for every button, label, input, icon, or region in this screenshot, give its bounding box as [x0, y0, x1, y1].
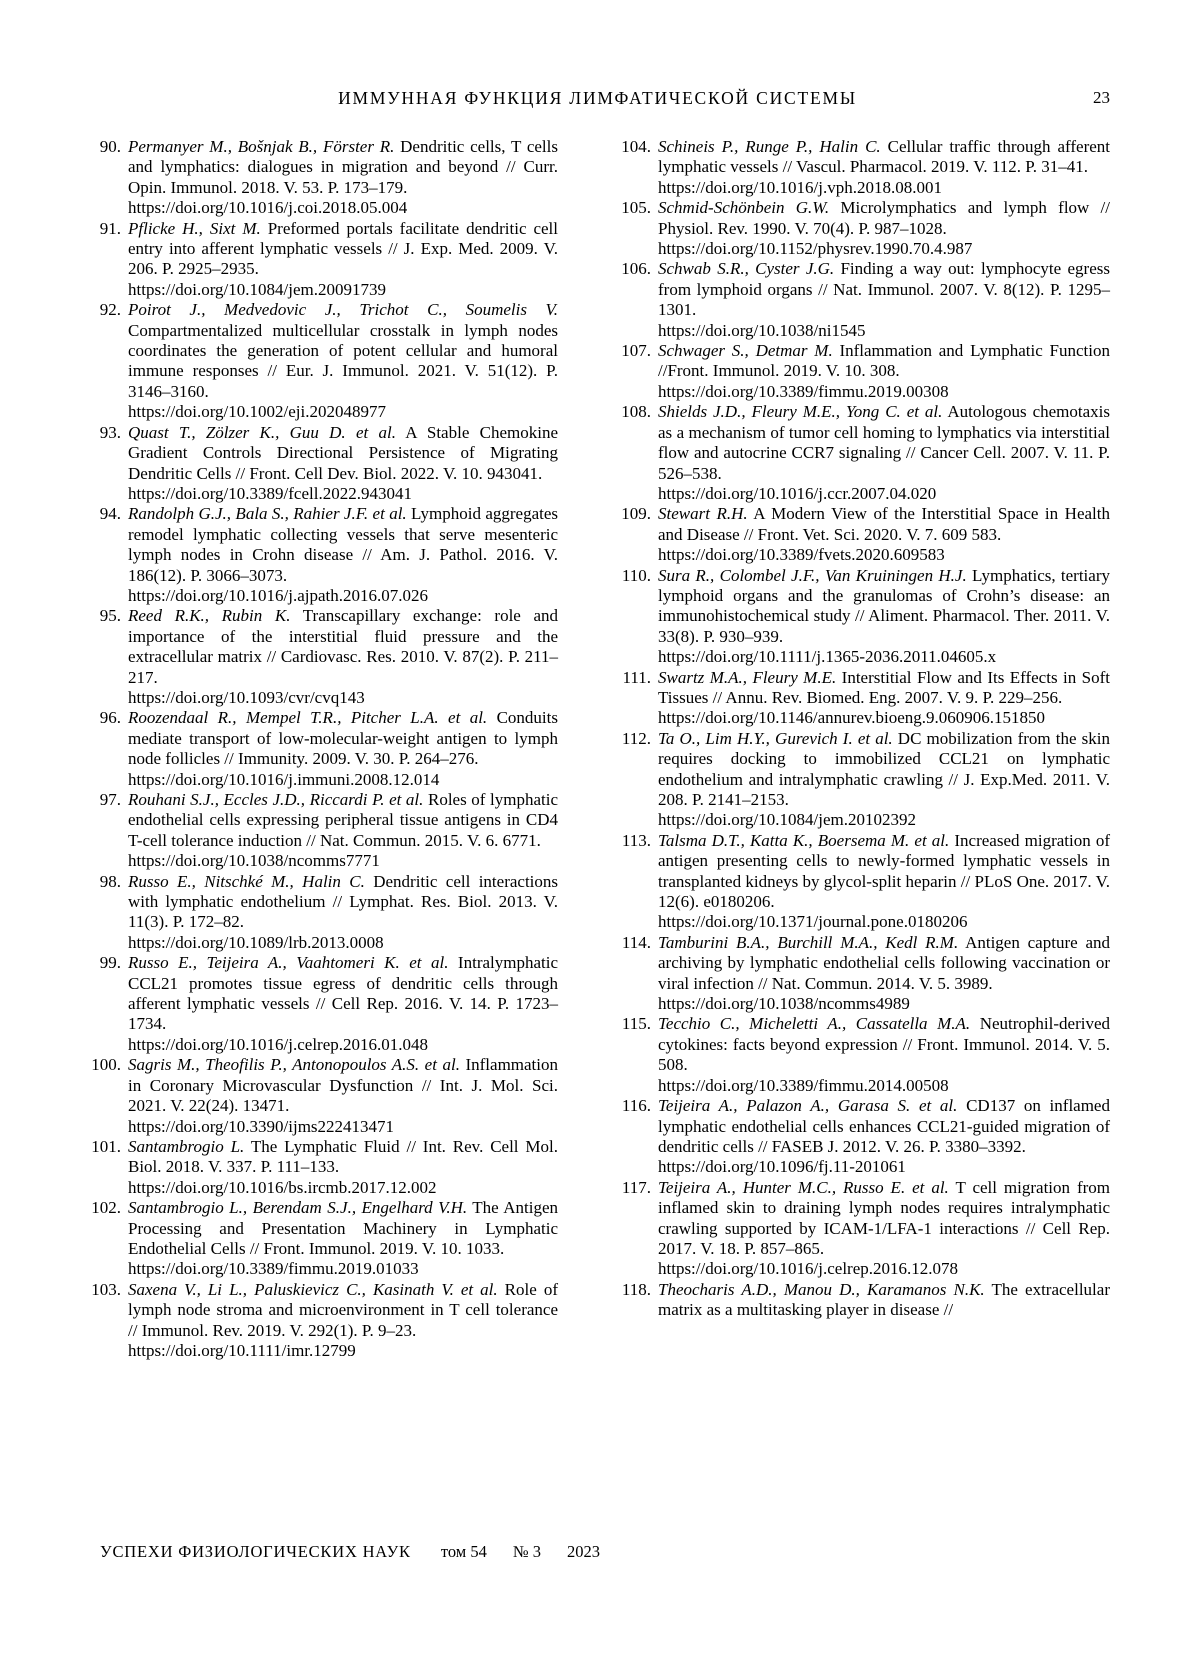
reference-doi: https://doi.org/10.1038/ni1545 — [658, 320, 866, 340]
reference-number: 109. — [621, 504, 651, 524]
reference-authors: Quast T., Zölzer K., Guu D. et al. — [128, 422, 396, 442]
reference-body — [658, 1178, 1110, 1280]
reference-doi: https://doi.org/10.3389/fimmu.2019.00308 — [658, 381, 949, 401]
reference-doi: https://doi.org/10.1038/ncomms7771 — [128, 851, 380, 871]
reference-body — [128, 137, 558, 219]
reference-body — [128, 790, 558, 872]
reference-authors: Russo E., Nitschké M., Halin C. — [128, 871, 365, 891]
reference-doi: https://doi.org/10.1016/j.celrep.2016.01.048 — [128, 1034, 428, 1054]
reference-item — [615, 1178, 1110, 1280]
reference-authors: Pflicke H., Sixt M. — [128, 218, 261, 238]
reference-number: 114. — [621, 932, 651, 952]
reference-body — [658, 341, 1110, 402]
reference-item — [85, 790, 558, 872]
reference-item — [615, 1014, 1110, 1096]
reference-item — [85, 1280, 558, 1362]
reference-doi: https://doi.org/10.1016/j.celrep.2016.12.078 — [658, 1259, 958, 1279]
reference-text: Antigen capture and archiving by lymphatic endothelial cells following vaccination or viral infection // Nat. Commun. 2014. V. 5. 3989. — [658, 932, 1110, 993]
reference-authors: Saxena V., Li L., Paluskievicz C., Kasinath V. et al. — [128, 1279, 498, 1299]
footer-volume: том 54 — [440, 1542, 487, 1561]
reference-text: The Lymphatic Fluid // Int. Rev. Cell Mol. Biol. 2018. V. 337. P. 111–133. — [128, 1136, 558, 1177]
page-title: ИММУННАЯ ФУНКЦИЯ ЛИМФАТИЧЕСКОЙ СИСТЕМЫ — [338, 88, 857, 108]
reference-number: 90. — [99, 137, 121, 156]
reference-number: 113. — [621, 830, 651, 850]
reference-item — [85, 708, 558, 790]
reference-item — [85, 504, 558, 606]
reference-item — [615, 1280, 1110, 1321]
reference-body — [128, 606, 558, 708]
reference-authors: Reed R.K., Rubin K. — [128, 606, 291, 626]
reference-text: Neutrophil-derived cytokines: facts beyond expression // Front. Immunol. 2014. V. 5. 508. — [658, 1014, 1110, 1075]
reference-number: 111. — [622, 667, 651, 687]
reference-item — [615, 668, 1110, 729]
reference-body — [128, 504, 558, 606]
reference-doi: https://doi.org/10.1152/physrev.1990.70.4.987 — [658, 239, 973, 259]
reference-item — [85, 219, 558, 301]
reference-text: The Antigen Processing and Presentation Machinery in Lymphatic Endothelial Cells // Front. Immunol. 2019. V. 10. 1033. — [128, 1198, 559, 1258]
reference-authors: Sagris M., Theofilis P., Antonopoulos A.S. et al. — [128, 1055, 460, 1075]
reference-body — [128, 1137, 558, 1198]
reference-text: Conduits mediate transport of low-molecular-weight antigen to lymph node follicles // Immunity. 2009. V. 30. P. 264–276. — [128, 708, 558, 769]
reference-body — [128, 708, 558, 790]
reference-number: 118. — [621, 1279, 651, 1299]
reference-text: Intralymphatic CCL21 promotes tissue egress of dendritic cells through afferent lymphatic vessels // Cell Rep. 2016. V. 14. P. 1723–1734. — [128, 953, 559, 1034]
footer-issue: № 3 — [512, 1542, 541, 1561]
reference-body — [128, 872, 558, 954]
footer-year: 2023 — [567, 1542, 600, 1561]
reference-number: 91. — [99, 218, 121, 238]
reference-item — [615, 402, 1110, 504]
reference-body — [658, 831, 1110, 933]
reference-authors: Shields J.D., Fleury M.E., Yong C. et al. — [658, 402, 943, 422]
references-column-right — [615, 137, 1110, 1361]
reference-authors: Schwager S., Detmar M. — [658, 341, 833, 361]
reference-authors: Santambrogio L., Berendam S.J., Engelhard V.H. — [128, 1198, 468, 1218]
reference-text: The extracellular matrix as a multitasking player in disease // — [658, 1279, 1110, 1320]
reference-body — [658, 668, 1110, 729]
reference-text: Lymphatics, tertiary lymphoid organs and the granulomas of Crohn’s disease: an immunohistochemical study // Aliment. Pharmacol. Ther. 2011. V. 33(8). P. 930–939. — [658, 565, 1110, 646]
reference-item — [85, 423, 558, 505]
reference-text: A Modern View of the Interstitial Space in Health and Disease // Front. Vet. Sci. 2020. V. 7. 609 583. — [658, 504, 1110, 544]
reference-body — [658, 933, 1110, 1015]
reference-body — [128, 953, 558, 1055]
reference-number: 100. — [91, 1055, 121, 1075]
reference-number: 116. — [621, 1096, 651, 1116]
reference-item — [615, 729, 1110, 831]
reference-body — [658, 729, 1110, 831]
reference-item — [615, 259, 1110, 341]
reference-text: Inflammation and Lymphatic Function //Front. Immunol. 2019. V. 10. 308. — [658, 341, 1110, 381]
reference-body — [658, 1014, 1110, 1096]
reference-body — [128, 1055, 558, 1137]
reference-text: Inflammation in Coronary Microvascular Dysfunction // Int. J. Mol. Sci. 2021. V. 22(24). 13471. — [128, 1055, 559, 1116]
reference-item — [615, 566, 1110, 668]
reference-text: Cellular traffic through afferent lymphatic vessels // Vascul. Pharmacol. 2019. V. 112. P. 31–41. — [658, 137, 1110, 177]
reference-doi: https://doi.org/10.1089/lrb.2013.0008 — [128, 932, 384, 952]
reference-number: 107. — [621, 341, 651, 361]
reference-number: 98. — [99, 871, 121, 891]
reference-item — [85, 1055, 558, 1137]
reference-text: Microlymphatics and lymph flow // Physiol. Rev. 1990. V. 70(4). P. 987–1028. — [658, 198, 1110, 238]
reference-authors: Swartz M.A., Fleury M.E. — [658, 667, 837, 687]
reference-text: Preformed portals facilitate dendritic cell entry into afferent lymphatic vessels // J. Exp. Med. 2009. V. 206. P. 2925–2935. — [128, 218, 559, 279]
reference-authors: Schineis P., Runge P., Halin C. — [658, 137, 881, 156]
reference-text: Increased migration of antigen presenting cells to newly-formed lymphatic vessels in transplanted kidneys by glycol-split heparin // PLoS One. 2017. V. 12(6). e0180206. — [658, 830, 1110, 912]
reference-text: Finding a way out: lymphocyte egress from lymphoid organs // Nat. Immunol. 2007. V. 8(12). P. 1295–1301. — [658, 259, 1110, 320]
reference-item — [615, 1096, 1110, 1178]
reference-doi: https://doi.org/10.1111/j.1365-2036.2011.04605.x — [658, 647, 997, 667]
reference-doi: https://doi.org/10.1016/j.vph.2018.08.001 — [658, 177, 942, 197]
journal-footer — [100, 1542, 600, 1562]
reference-doi: https://doi.org/10.1016/j.immuni.2008.12.014 — [128, 769, 440, 789]
reference-body — [658, 1280, 1110, 1321]
reference-authors: Roozendaal R., Mempel T.R., Pitcher L.A. et al. — [128, 708, 488, 728]
reference-authors: Russo E., Teijeira A., Vaahtomeri K. et al. — [128, 953, 449, 973]
reference-authors: Talsma D.T., Katta K., Boersema M. et al. — [658, 830, 950, 850]
reference-number: 99. — [99, 953, 121, 973]
reference-authors: Ta O., Lim H.Y., Gurevich I. et al. — [658, 728, 893, 748]
reference-doi: https://doi.org/10.3389/fimmu.2019.01033 — [128, 1259, 419, 1279]
reference-doi: https://doi.org/10.1016/j.ajpath.2016.07.026 — [128, 585, 429, 605]
reference-doi: https://doi.org/10.3389/fvets.2020.609583 — [658, 545, 945, 565]
reference-text: Transcapillary exchange: role and importance of the interstitial fluid pressure and the extracellular matrix // Cardiovasc. Res. 2010. V. 87(2). P. 211–217. — [128, 606, 558, 687]
reference-item — [85, 300, 558, 422]
references-section — [85, 137, 1110, 1361]
reference-body — [658, 198, 1110, 259]
reference-number: 103. — [91, 1279, 121, 1299]
reference-item — [85, 606, 558, 708]
reference-doi: https://doi.org/10.1084/jem.20091739 — [128, 279, 386, 299]
reference-text: DC mobilization from the skin requires docking to immobilized CCL21 on lymphatic endothelium and intralymphatic crawling // J. Exp.Med. 2011. V. 208. P. 2141–2153. — [658, 728, 1110, 809]
footer-journal-name: УСПЕХИ ФИЗИОЛОГИЧЕСКИХ НАУК — [100, 1542, 411, 1561]
reference-authors: Poirot J., Medvedovic J., Trichot C., Soumelis V. — [128, 300, 558, 320]
reference-body — [128, 423, 558, 505]
reference-number: 92. — [99, 300, 121, 320]
reference-item — [615, 198, 1110, 259]
reference-doi: https://doi.org/10.1002/eji.202048977 — [128, 402, 386, 422]
reference-doi: https://doi.org/10.1111/imr.12799 — [128, 1340, 356, 1360]
reference-item — [615, 341, 1110, 402]
reference-doi: https://doi.org/10.1093/cvr/cvq143 — [128, 687, 365, 707]
reference-doi: https://doi.org/10.1016/j.coi.2018.05.004 — [128, 198, 408, 218]
reference-number: 112. — [621, 728, 651, 748]
reference-item — [85, 137, 558, 219]
reference-authors: Tamburini B.A., Burchill M.A., Kedl R.M. — [658, 932, 959, 952]
reference-number: 106. — [621, 259, 651, 279]
references-column-left — [85, 137, 558, 1361]
reference-doi: https://doi.org/10.1096/fj.11-201061 — [658, 1157, 906, 1177]
reference-body — [658, 504, 1110, 565]
running-head — [85, 88, 1110, 114]
reference-number: 110. — [621, 565, 651, 585]
reference-authors: Santambrogio L. — [128, 1136, 245, 1156]
reference-authors: Permanyer M., Bošnjak B., Förster R. — [128, 137, 395, 156]
reference-number: 94. — [99, 504, 121, 524]
reference-authors: Schmid-Schönbein G.W. — [658, 198, 830, 218]
reference-item — [615, 831, 1110, 933]
reference-item — [85, 1198, 558, 1280]
reference-text: Autologous chemotaxis as a mechanism of tumor cell homing to lymphatics via interstitial flow and autocrine CCR7 signaling // Cancer Cell. 2007. V. 11. P. 526–538. — [658, 402, 1110, 483]
reference-body — [128, 1280, 558, 1362]
reference-body — [658, 1096, 1110, 1178]
reference-number: 108. — [621, 402, 651, 422]
reference-number: 101. — [91, 1136, 121, 1156]
page-number: 23 — [1093, 88, 1110, 107]
reference-number: 104. — [621, 137, 651, 156]
reference-authors: Schwab S.R., Cyster J.G. — [658, 259, 835, 279]
reference-number: 102. — [91, 1198, 121, 1218]
reference-doi: https://doi.org/10.3389/fcell.2022.943041 — [128, 483, 412, 503]
reference-doi: https://doi.org/10.1016/j.ccr.2007.04.020 — [658, 483, 937, 503]
reference-doi: https://doi.org/10.1038/ncomms4989 — [658, 994, 910, 1014]
reference-doi: https://doi.org/10.3389/fimmu.2014.00508 — [658, 1075, 949, 1095]
reference-number: 117. — [621, 1177, 651, 1197]
reference-doi: https://doi.org/10.3390/ijms222413471 — [128, 1116, 395, 1136]
reference-number: 97. — [99, 790, 121, 809]
reference-number: 95. — [99, 606, 121, 626]
reference-authors: Rouhani S.J., Eccles J.D., Riccardi P. et al. — [128, 790, 424, 809]
reference-number: 96. — [99, 708, 121, 728]
reference-text: Lymphoid aggregates remodel lymphatic collecting vessels that serve mesenteric lymph nodes in Crohn disease // Am. J. Pathol. 2016. V. 186(12). P. 3066–3073. — [128, 504, 558, 585]
reference-authors: Teijeira A., Palazon A., Garasa S. et al. — [658, 1096, 958, 1116]
reference-body — [658, 137, 1110, 198]
reference-item — [615, 137, 1110, 198]
reference-body — [128, 1198, 558, 1280]
reference-item — [85, 872, 558, 954]
reference-text: Role of lymph node stroma and microenvironment in T cell tolerance // Immunol. Rev. 2019. V. 292(1). P. 9–23. — [128, 1279, 558, 1340]
reference-text: Dendritic cells, T cells and lymphatics: dialogues in migration and beyond // Curr. Opin. Immunol. 2018. V. 53. P. 173–179. — [128, 137, 558, 197]
reference-body — [658, 402, 1110, 504]
reference-text: CD137 on inflamed lymphatic endothelial cells enhances CCL21-guided migration of dendritic cells // FASEB J. 2012. V. 26. P. 3380–3392. — [658, 1096, 1110, 1156]
reference-item — [615, 504, 1110, 565]
reference-item — [85, 1137, 558, 1198]
reference-doi: https://doi.org/10.1016/bs.ircmb.2017.12.002 — [128, 1177, 437, 1197]
reference-authors: Sura R., Colombel J.F., Van Kruiningen H.J. — [658, 565, 967, 585]
reference-doi: https://doi.org/10.1084/jem.20102392 — [658, 810, 916, 830]
reference-body — [128, 219, 558, 301]
reference-body — [658, 259, 1110, 341]
reference-authors: Randolph G.J., Bala S., Rahier J.F. et al. — [128, 504, 407, 524]
reference-authors: Tecchio C., Micheletti A., Cassatella M.A. — [658, 1014, 971, 1034]
reference-authors: Theocharis A.D., Manou D., Karamanos N.K. — [658, 1279, 985, 1299]
reference-text: Roles of lymphatic endothelial cells expressing peripheral tissue antigens in CD4 T-cell tolerance induction // Nat. Commun. 2015. V. 6. 6771. — [128, 790, 558, 850]
reference-text: T cell migration from inflamed skin to draining lymph nodes requires intralymphatic crawling supported by ICAM-1/LFA-1 interactions // Cell Rep. 2017. V. 18. P. 857–865. — [658, 1177, 1111, 1258]
reference-body — [658, 566, 1110, 668]
reference-body — [128, 300, 558, 422]
reference-doi: https://doi.org/10.1371/journal.pone.0180206 — [658, 912, 968, 932]
reference-text: A Stable Chemokine Gradient Controls Directional Persistence of Migrating Dendritic Cells // Front. Cell Dev. Biol. 2022. V. 10. 943041. — [128, 422, 558, 483]
reference-item — [615, 933, 1110, 1015]
reference-number: 115. — [621, 1014, 651, 1034]
reference-item — [85, 953, 558, 1055]
reference-number: 93. — [99, 422, 121, 442]
reference-text: Interstitial Flow and Its Effects in Soft Tissues // Annu. Rev. Biomed. Eng. 2007. V. 9. P. 229–256. — [658, 667, 1110, 707]
reference-authors: Teijeira A., Hunter M.C., Russo E. et al. — [658, 1177, 949, 1197]
reference-text: Dendritic cell interactions with lymphatic endothelium // Lymphat. Res. Biol. 2013. V. 11(3). P. 172–82. — [128, 871, 559, 932]
reference-authors: Stewart R.H. — [658, 504, 748, 524]
reference-doi: https://doi.org/10.1146/annurev.bioeng.9.060906.151850 — [658, 708, 1046, 728]
reference-number: 105. — [621, 198, 651, 218]
reference-text: Compartmentalized multicellular crosstalk in lymph nodes coordinates the generation of potent cellular and humoral immune responses // Eur. J. Immunol. 2021. V. 51(12). P. 3146–3160. — [128, 320, 558, 401]
